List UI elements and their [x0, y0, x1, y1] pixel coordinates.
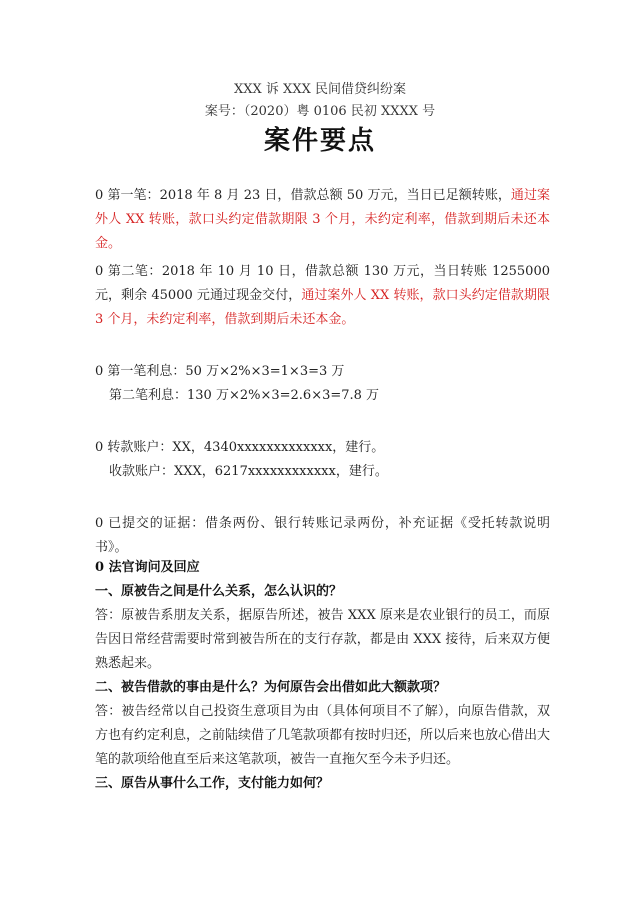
interest-line-2: 第二笔利息：130 万×2%×3=2.6×3=7.8 万: [109, 388, 380, 403]
loan2-highlight: 通过案外人 XX 转账，款口头约定借款期限 3 个月，未约定利率，借款到期后未还本金。: [95, 288, 550, 327]
page-title: 案件要点: [263, 126, 376, 156]
case-number: 案号：（2020）粤 0106 民初 XXXX 号: [204, 104, 436, 119]
loan1-paragraph: [95, 184, 550, 256]
question-1: 一、原被告之间是什么关系，怎么认识的？: [95, 584, 343, 599]
loan2-lead: 0 第二笔：2018 年 10 月 10 日，借款总额 130 万元，当日转账 1255000 元，剩余 45000 元通过现金交付，: [95, 264, 550, 303]
answer-2: 答：被告经常以自己投资生意项目为由（具体何项目不了解），向原告借款，双方也有约定利息，之前陆续借了几笔款项都有按时归还，所以后来也放心借出大笔的款项给他直至后来这笔款项，被告一直拖欠至今未予归还。: [95, 704, 551, 767]
loan1-lead: 0 第一笔：2018 年 8 月 23 日，借款总额 50 万元，当日已足额转账，: [95, 188, 511, 203]
interest-line-1: 0 第一笔利息：50 万×2%×3=1×3=3 万: [95, 364, 345, 379]
answer-1: 答：原被告系朋友关系，据原告所述，被告 XXX 原来是农业银行的员工，而原告因日常经营需要时常到被告所在的支行存款，都是由 XXX 接待，后来双方便熟悉起来。: [95, 608, 550, 671]
account-line-1: 0 转款账户：XX，4340xxxxxxxxxxxxx，建行。: [95, 440, 385, 455]
qa-heading: 0 法官询问及回应: [95, 560, 200, 575]
question-2: 二、被告借款的事由是什么？为何原告会出借如此大额款项？: [95, 680, 447, 695]
evidence-line: 0 已提交的证据：借条两份、银行转账记录两份，补充证据《受托转款说明书》。: [95, 516, 550, 555]
loan1-highlight: 通过案外人 XX 转账，款口头约定借款期限 3 个月，未约定利率，借款到期后未还本金。: [95, 188, 550, 251]
question-3: 三、原告从事什么工作，支付能力如何？: [95, 776, 330, 791]
account-line-2: 收款账户：XXX，6217xxxxxxxxxxxx，建行。: [109, 464, 388, 479]
interest-block: [95, 360, 550, 408]
qa-section: [95, 556, 550, 796]
loan2-paragraph: [95, 260, 550, 332]
case-title: XXX 诉 XXX 民间借贷纠纷案: [234, 82, 406, 97]
accounts-block: [95, 436, 550, 484]
